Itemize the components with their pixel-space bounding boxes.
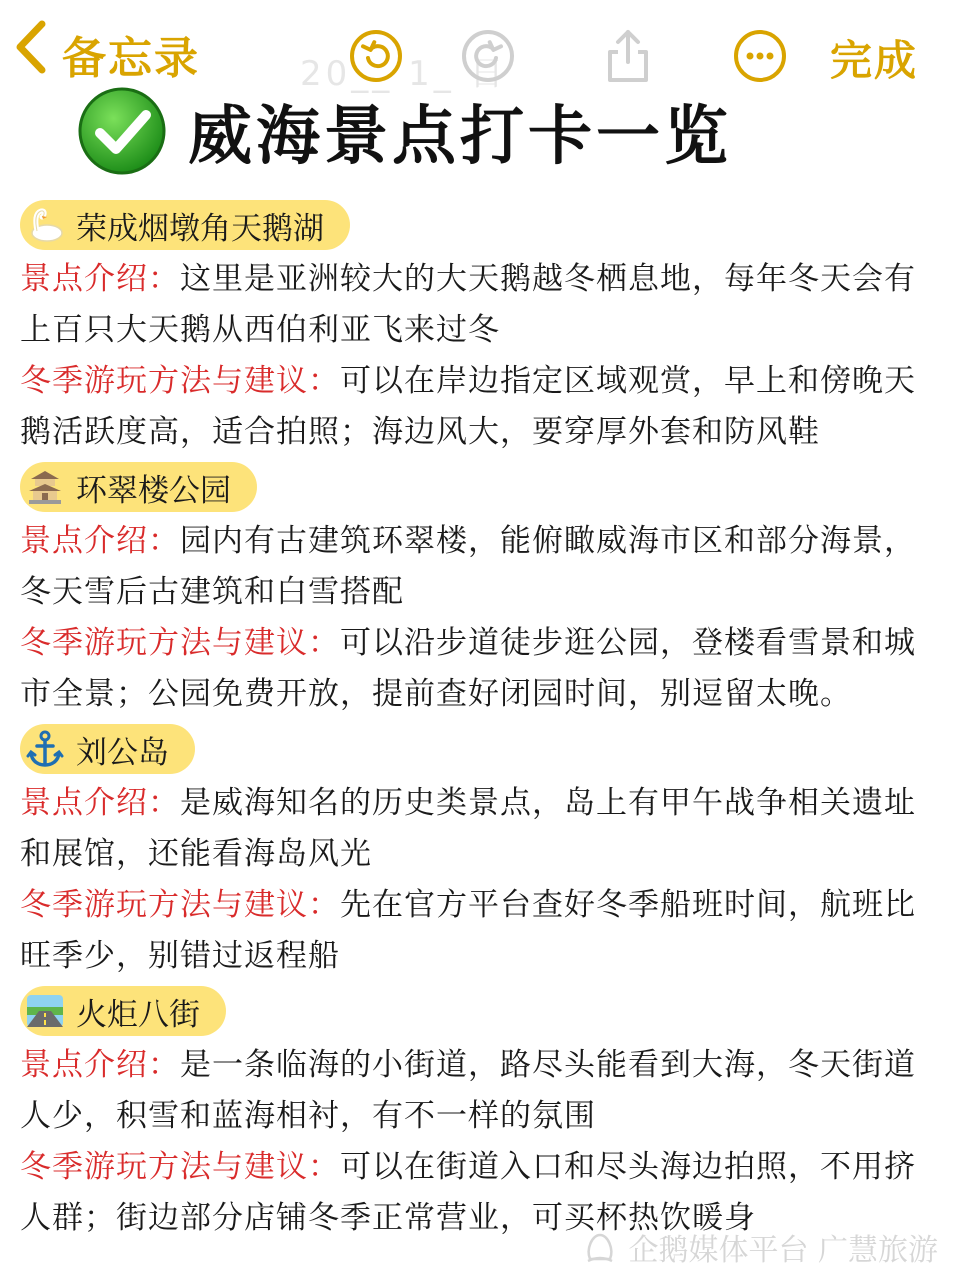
- spot-intro: [20, 516, 940, 618]
- spot-tag: [20, 200, 350, 250]
- spot-intro: [20, 254, 940, 356]
- spot-name: 环翠楼公园: [76, 472, 231, 509]
- penguin-logo-icon: [582, 1229, 618, 1265]
- note-body[interactable]: [20, 196, 940, 1244]
- intro-text: 这里是亚洲较大的大天鹅越冬栖息地，每年冬天会有上百只大天鹅从西伯利亚飞来过冬: [20, 261, 916, 348]
- spot-tips: [20, 356, 940, 458]
- intro-label: 景点介绍：: [20, 1047, 180, 1083]
- watermark: [582, 1225, 938, 1269]
- more-icon[interactable]: [732, 28, 788, 84]
- spot-intro: [20, 1040, 940, 1142]
- back-label: 备忘录: [62, 33, 200, 84]
- spot-intro: [20, 778, 940, 880]
- tips-label: 冬季游玩方法与建议：: [20, 625, 340, 661]
- faded-date: 20__ 1_ 日: [300, 54, 508, 94]
- spot-section: [20, 458, 940, 720]
- spot-tag: [20, 724, 195, 774]
- chevron-left-icon: [14, 20, 48, 83]
- tips-text: 可以在街道入口和尽头海边拍照，不用挤人群；街边部分店铺冬季正常营业，可买杯热饮暖身: [20, 1149, 916, 1236]
- watermark-text: 企鹅媒体平台 广慧旅游: [628, 1233, 938, 1268]
- page-title: 威海景点打卡一览: [188, 100, 732, 174]
- green-check-icon: [76, 85, 168, 177]
- undo-icon[interactable]: [348, 28, 404, 84]
- tips-text: 可以沿步道徒步逛公园，登楼看雪景和城市全景；公园免费开放，提前查好闭园时间，别逗留太晚。: [20, 625, 916, 712]
- intro-label: 景点介绍：: [20, 261, 180, 297]
- spot-tips: [20, 880, 940, 982]
- intro-text: 是一条临海的小街道，路尽头能看到大海，冬天街道人少，积雪和蓝海相衬，有不一样的氛围: [20, 1047, 916, 1134]
- intro-label: 景点介绍：: [20, 523, 180, 559]
- spot-name: 火炬八街: [76, 996, 200, 1033]
- spot-section: [20, 720, 940, 982]
- spot-tips: [20, 618, 940, 720]
- intro-text: 园内有古建筑环翠楼，能俯瞰威海市区和部分海景，冬天雪后古建筑和白雪搭配: [20, 523, 916, 610]
- share-icon[interactable]: [600, 28, 656, 84]
- spot-tag: [20, 986, 226, 1036]
- intro-text: 是威海知名的历史类景点，岛上有甲午战争相关遗址和展馆，还能看海岛风光: [20, 785, 916, 872]
- tips-label: 冬季游玩方法与建议：: [20, 1149, 340, 1185]
- spot-tag: [20, 462, 257, 512]
- tips-label: 冬季游玩方法与建议：: [20, 887, 340, 923]
- swan-icon: [22, 202, 68, 248]
- note-title-row: [76, 86, 732, 176]
- redo-icon[interactable]: [460, 28, 516, 84]
- tips-label: 冬季游玩方法与建议：: [20, 363, 340, 399]
- road-icon: [22, 988, 68, 1034]
- tips-text: 可以在岸边指定区域观赏，早上和傍晚天鹅活跃度高，适合拍照；海边风大，要穿厚外套和防风鞋: [20, 363, 916, 450]
- tips-text: 先在官方平台查好冬季船班时间，航班比旺季少，别错过返程船: [20, 887, 916, 974]
- done-button[interactable]: 完成: [829, 36, 918, 85]
- spot-name: 刘公岛: [76, 734, 169, 771]
- spot-section: [20, 982, 940, 1244]
- back-button[interactable]: [14, 22, 200, 86]
- spot-section: [20, 196, 940, 458]
- anchor-icon: [22, 726, 68, 772]
- pagoda-icon: [22, 464, 68, 510]
- intro-label: 景点介绍：: [20, 785, 180, 821]
- spot-name: 荣成烟墩角天鹅湖: [76, 210, 324, 247]
